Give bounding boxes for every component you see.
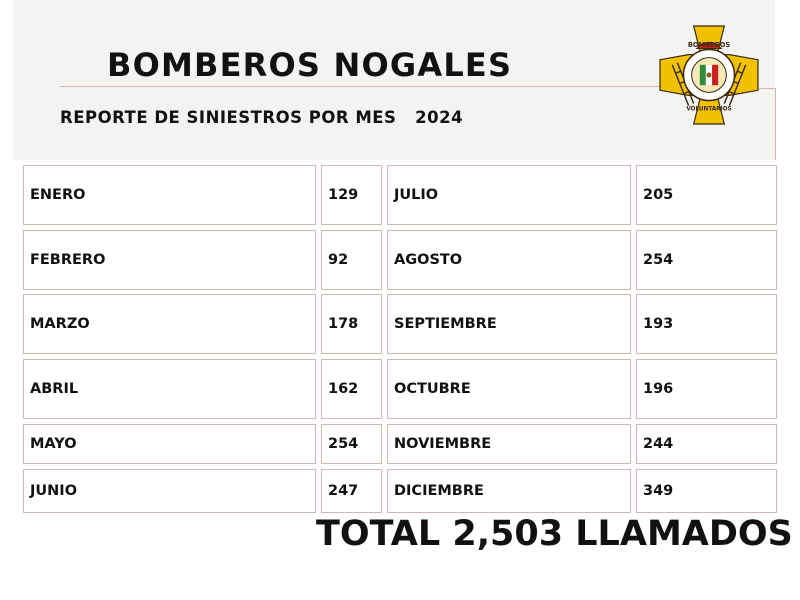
header-frame-right bbox=[775, 88, 776, 160]
value-cell: 193 bbox=[636, 294, 777, 354]
month-cell: NOVIEMBRE bbox=[387, 424, 631, 464]
value-cell: 92 bbox=[321, 230, 382, 290]
value-cell: 254 bbox=[636, 230, 777, 290]
value-cell: 349 bbox=[636, 469, 777, 513]
svg-text:VOLUNTARIOS: VOLUNTARIOS bbox=[686, 106, 732, 113]
month-cell: JULIO bbox=[387, 165, 631, 225]
month-cell: ABRIL bbox=[23, 359, 316, 419]
value-cell: 162 bbox=[321, 359, 382, 419]
month-cell: AGOSTO bbox=[387, 230, 631, 290]
month-cell: DICIEMBRE bbox=[387, 469, 631, 513]
month-cell: MARZO bbox=[23, 294, 316, 354]
month-cell: MAYO bbox=[23, 424, 316, 464]
value-cell: 129 bbox=[321, 165, 382, 225]
report-subtitle: REPORTE DE SINIESTROS POR MES 2024 bbox=[60, 108, 464, 127]
month-cell: OCTUBRE bbox=[387, 359, 631, 419]
page-title: BOMBEROS NOGALES bbox=[107, 46, 513, 84]
header-divider bbox=[60, 86, 660, 87]
value-cell: 247 bbox=[321, 469, 382, 513]
month-cell: SEPTIEMBRE bbox=[387, 294, 631, 354]
svg-text:BOMBEROS: BOMBEROS bbox=[687, 40, 731, 49]
month-cell: ENERO bbox=[23, 165, 316, 225]
value-cell: 254 bbox=[321, 424, 382, 464]
month-cell: FEBRERO bbox=[23, 230, 316, 290]
value-cell: 205 bbox=[636, 165, 777, 225]
value-cell: 244 bbox=[636, 424, 777, 464]
value-cell: 196 bbox=[636, 359, 777, 419]
value-cell: 178 bbox=[321, 294, 382, 354]
fire-department-logo-icon bbox=[658, 24, 760, 126]
total-calls: TOTAL 2,503 LLAMADOS bbox=[316, 514, 793, 554]
month-cell: JUNIO bbox=[23, 469, 316, 513]
